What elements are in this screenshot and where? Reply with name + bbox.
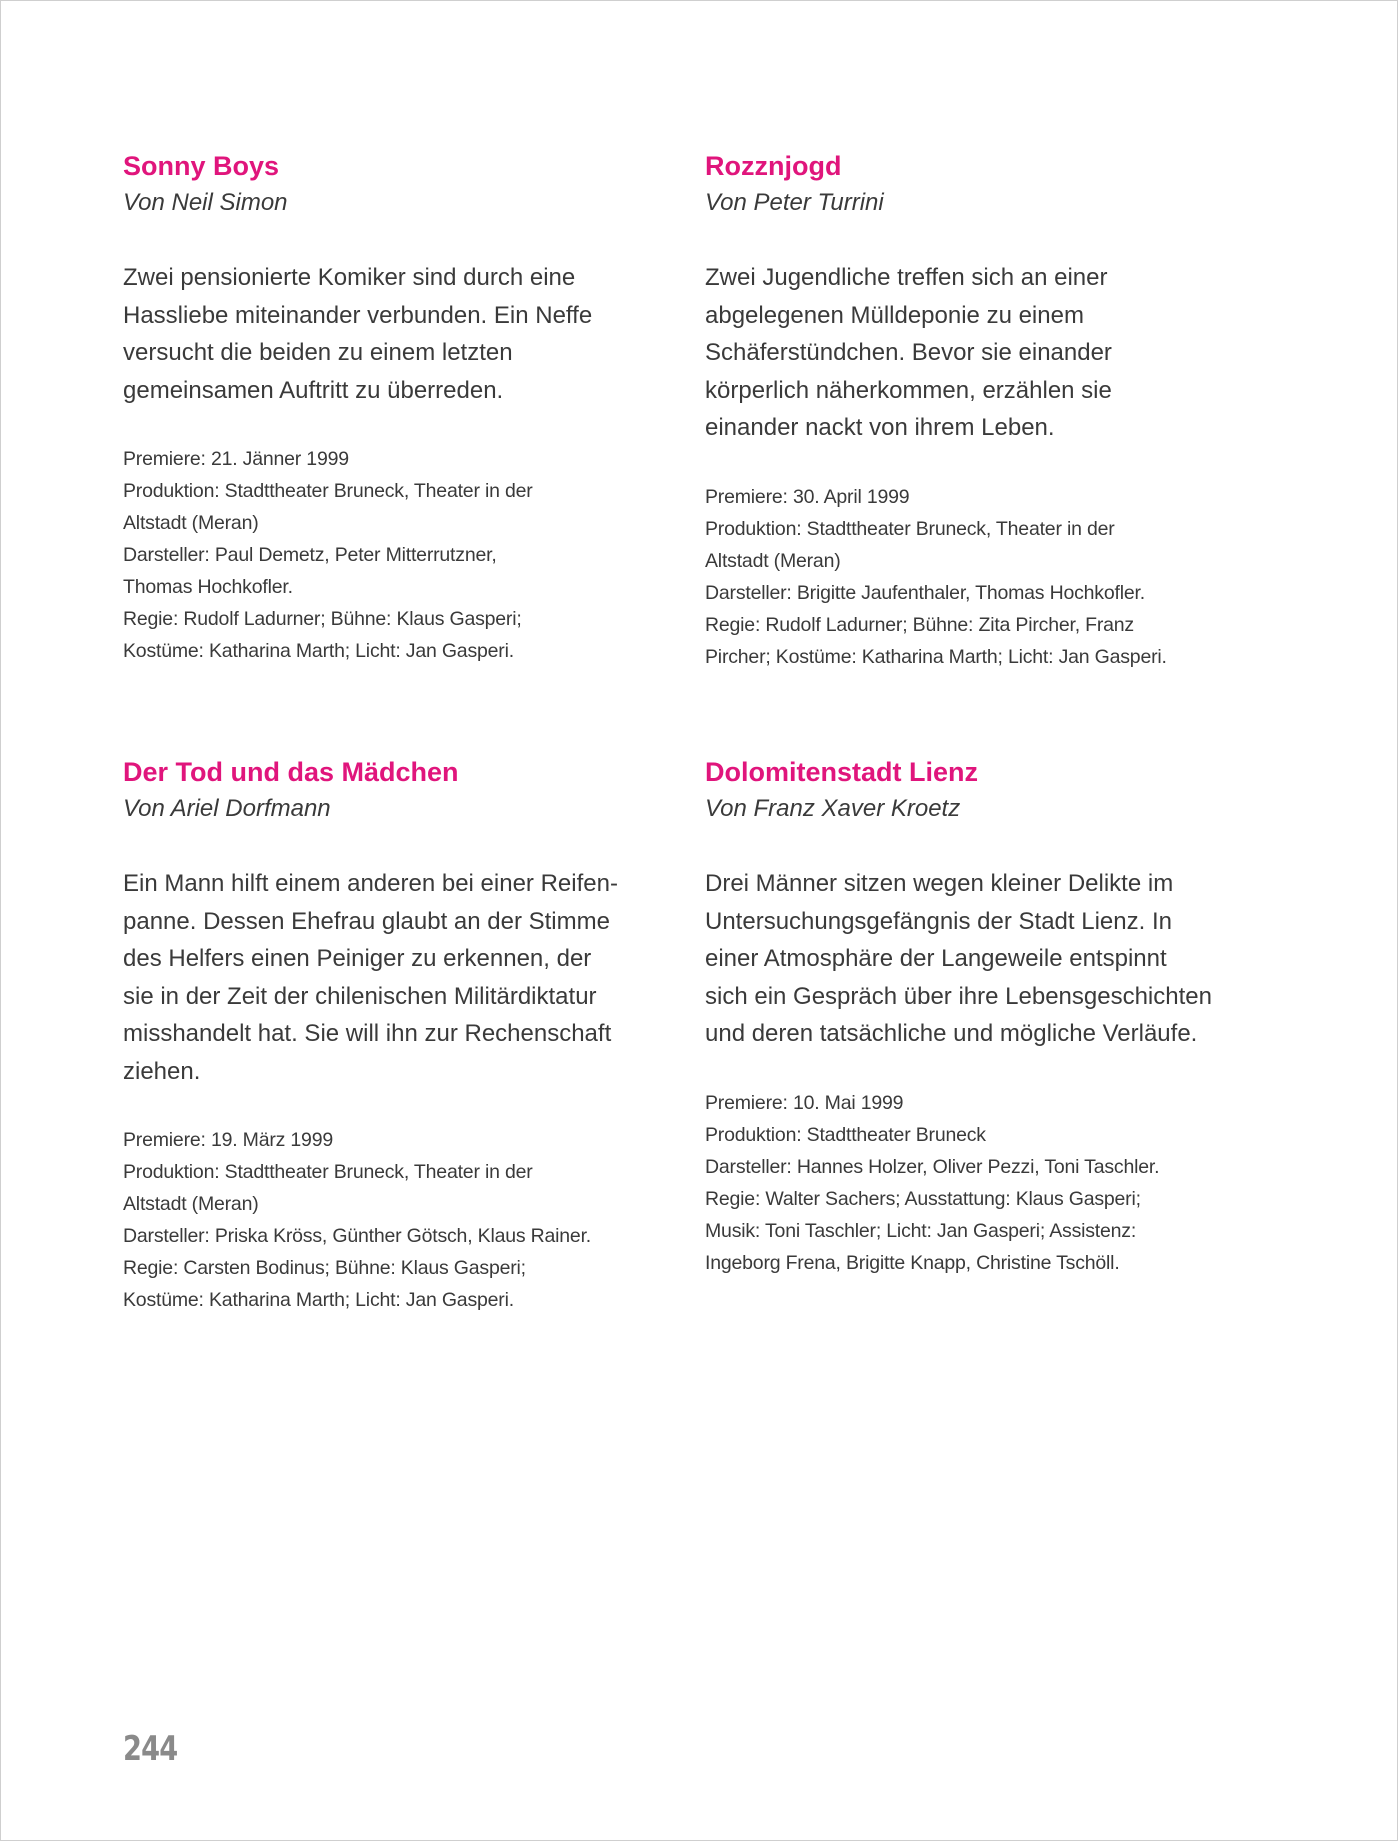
play-entry-der-tod-und-das-maedchen [123, 755, 683, 1316]
fact-line: Produktion: Stadttheater Bruneck, Theater in der [705, 517, 1115, 540]
play-description [123, 865, 683, 1090]
fact-line: Produktion: Stadttheater Bruneck, Theater in der [123, 480, 533, 502]
fact-line: Premiere: 10. Mai 1999 [705, 1091, 904, 1114]
fact-line: Regie: Walter Sachers; Ausstattung: Klaus Gasperi; [705, 1187, 1141, 1210]
description-line: und deren tatsächliche und mögliche Verläufe. [705, 1020, 1198, 1047]
play-title: Der Tod und das Mädchen [123, 757, 459, 787]
description-line: des Helfers einen Peiniger zu erkennen, der [123, 945, 592, 972]
description-line: ziehen. [123, 1057, 201, 1085]
description-line: sie in der Zeit der chilenischen Militärdiktatur [123, 982, 597, 1010]
description-line: Zwei pensionierte Komiker sind durch eine [123, 264, 576, 291]
page-number: 244 [123, 1729, 178, 1769]
description-line: misshandelt hat. Sie will ihn zur Rechenschaft [123, 1020, 612, 1047]
production-facts [123, 1124, 683, 1316]
play-title: Sonny Boys [123, 151, 280, 181]
fact-line: Darsteller: Priska Kröss, Günther Götsch, Klaus Rainer. [123, 1225, 592, 1247]
fact-line: Premiere: 21. Jänner 1999 [123, 448, 349, 470]
play-entry-rozznjogd [705, 149, 1265, 673]
description-line: Hassliebe miteinander verbunden. Ein Neffe [123, 301, 593, 329]
fact-line: Kostüme: Katharina Marth; Licht: Jan Gasperi. [123, 640, 514, 662]
description-line: einer Atmosphäre der Langeweile entspinnt [705, 945, 1167, 972]
fact-line: Ingeborg Frena, Brigitte Knapp, Christine Tschöll. [705, 1251, 1120, 1274]
fact-line: Altstadt (Meran) [123, 1193, 259, 1215]
fact-line: Kostüme: Katharina Marth; Licht: Jan Gasperi. [123, 1289, 514, 1311]
fact-line: Thomas Hochkofler. [123, 576, 293, 598]
play-title: Dolomitenstadt Lienz [705, 757, 979, 787]
fact-line: Darsteller: Hannes Holzer, Oliver Pezzi, Toni Taschler. [705, 1155, 1160, 1178]
play-entry-dolomitenstadt-lienz [705, 755, 1265, 1279]
fact-line: Premiere: 30. April 1999 [705, 485, 910, 508]
play-author: Von Ariel Dorfmann [123, 795, 331, 822]
description-line: abgelegenen Mülldeponie zu einem [705, 301, 1084, 329]
play-description [705, 865, 1265, 1053]
fact-line: Premiere: 19. März 1999 [123, 1129, 333, 1151]
fact-line: Darsteller: Paul Demetz, Peter Mitterrutzner, [123, 544, 497, 566]
production-facts [123, 443, 683, 667]
fact-line: Altstadt (Meran) [123, 512, 259, 534]
fact-line: Produktion: Stadttheater Bruneck [705, 1123, 986, 1146]
fact-line: Musik: Toni Taschler; Licht: Jan Gasperi; Assistenz: [705, 1219, 1137, 1242]
description-line: körperlich näherkommen, erzählen sie [705, 376, 1112, 404]
play-description [705, 259, 1265, 447]
fact-line: Regie: Rudolf Ladurner; Bühne: Zita Pircher, Franz [705, 613, 1134, 636]
fact-line: Darsteller: Brigitte Jaufenthaler, Thomas Hochkofler. [705, 581, 1145, 604]
description-line: Drei Männer sitzen wegen kleiner Delikte im [705, 870, 1174, 897]
description-line: panne. Dessen Ehefrau glaubt an der Stimme [123, 907, 610, 935]
play-title: Rozznjogd [705, 151, 842, 181]
production-facts [705, 1087, 1265, 1279]
description-line: gemeinsamen Auftritt zu überreden. [123, 376, 504, 404]
fact-line: Regie: Carsten Bodinus; Bühne: Klaus Gasperi; [123, 1257, 526, 1279]
description-line: Schäferstündchen. Bevor sie einander [705, 339, 1112, 366]
description-line: einander nackt von ihrem Leben. [705, 414, 1055, 441]
play-author: Von Neil Simon [123, 189, 288, 216]
play-author: Von Franz Xaver Kroetz [705, 795, 961, 822]
play-author: Von Peter Turrini [705, 189, 884, 216]
fact-line: Pircher; Kostüme: Katharina Marth; Licht: Jan Gasperi. [705, 645, 1167, 668]
description-line: Untersuchungsgefängnis der Stadt Lienz. In [705, 907, 1172, 935]
fact-line: Altstadt (Meran) [705, 549, 841, 572]
description-line: Ein Mann hilft einem anderen bei einer Reifen- [123, 870, 618, 897]
play-entry-sonny-boys [123, 149, 683, 667]
description-line: sich ein Gespräch über ihre Lebensgeschichten [705, 982, 1212, 1010]
production-facts [705, 481, 1265, 673]
fact-line: Produktion: Stadttheater Bruneck, Theater in der [123, 1161, 533, 1183]
description-line: versucht die beiden zu einem letzten [123, 339, 513, 366]
fact-line: Regie: Rudolf Ladurner; Bühne: Klaus Gasperi; [123, 608, 522, 630]
description-line: Zwei Jugendliche treffen sich an einer [705, 264, 1108, 291]
play-description [123, 259, 683, 409]
